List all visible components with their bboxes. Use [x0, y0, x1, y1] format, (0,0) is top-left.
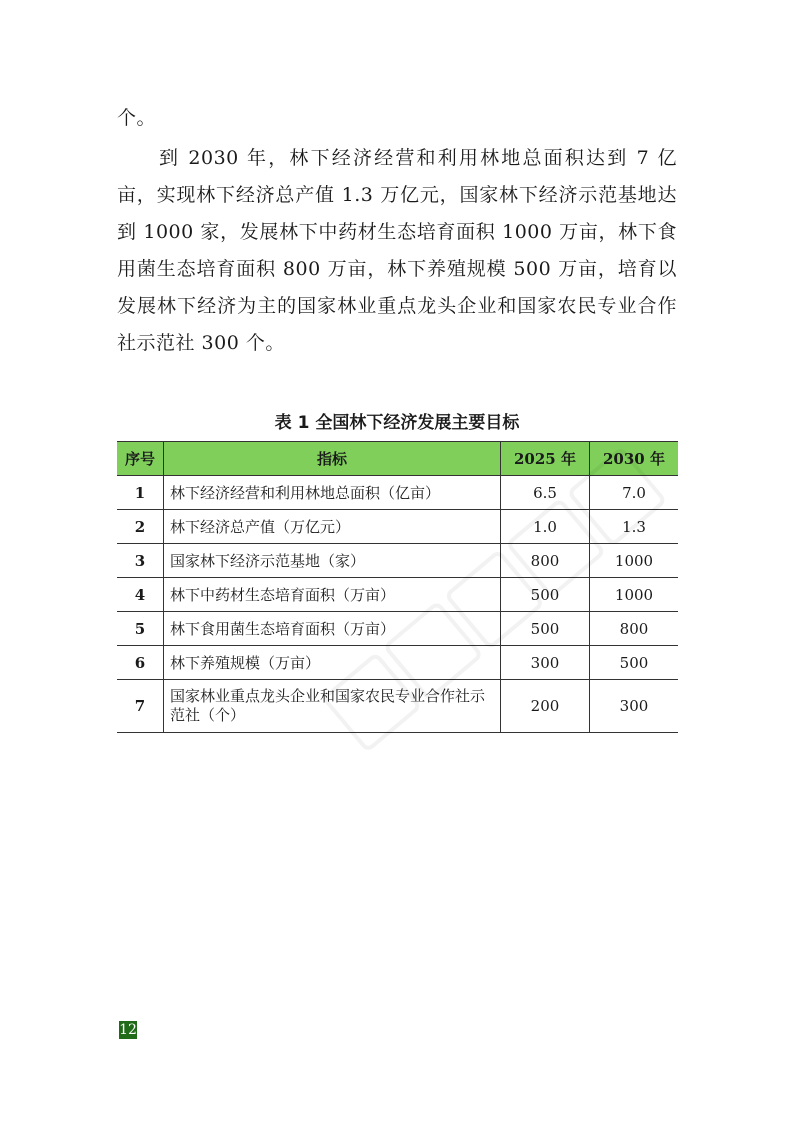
row-indicator: 国家林下经济示范基地（家） [164, 544, 501, 578]
row-indicator: 林下中药材生态培育面积（万亩） [164, 578, 501, 612]
row-indicator: 国家林业重点龙头企业和国家农民专业合作社示范社（个） [164, 680, 501, 733]
header-index: 序号 [117, 442, 164, 476]
row-index: 2 [117, 510, 164, 544]
page-number: 12 [119, 1022, 137, 1038]
row-index: 4 [117, 578, 164, 612]
row-2025-value: 6.5 [501, 476, 590, 510]
row-indicator: 林下食用菌生态培育面积（万亩） [164, 612, 501, 646]
row-2030-value: 1000 [590, 544, 679, 578]
table-row [117, 612, 678, 646]
paragraph-2030-targets: 到 2030 年，林下经济经营和利用林地总面积达到 7 亿亩，实现林下经济总产值 1.3 万亿元，国家林下经济示范基地达到 1000 家，发展林下中药材生态培育面积 1000 万亩，林下食用菌生态培育面积 800 万亩，林下养殖规模 500 万亩，培育以发展林下经济为主的国家林业重点龙头企业和国家农民专业合作社示范社 300 个。 [117, 147, 677, 354]
row-2025-value: 300 [501, 646, 590, 680]
table-row [117, 646, 678, 680]
row-index: 5 [117, 612, 164, 646]
row-2025-value: 500 [501, 612, 590, 646]
header-2025: 2025 年 [501, 442, 590, 476]
paragraph-continuation: 个。 [117, 107, 157, 129]
targets-table [117, 441, 678, 733]
row-2030-value: 1000 [590, 578, 679, 612]
row-2030-value: 7.0 [590, 476, 679, 510]
header-indicator: 指标 [164, 442, 501, 476]
table-row [117, 510, 678, 544]
row-2030-value: 500 [590, 646, 679, 680]
row-indicator: 林下经济经营和利用林地总面积（亿亩） [164, 476, 501, 510]
row-2030-value: 1.3 [590, 510, 679, 544]
table-header-row [117, 442, 678, 476]
row-index: 7 [117, 680, 164, 733]
row-index: 6 [117, 646, 164, 680]
row-indicator: 林下经济总产值（万亿元） [164, 510, 501, 544]
table-row [117, 680, 678, 733]
row-index: 1 [117, 476, 164, 510]
table-caption: 表 1 全国林下经济发展主要目标 [274, 413, 520, 433]
row-2025-value: 1.0 [501, 510, 590, 544]
table-row [117, 578, 678, 612]
row-indicator: 林下养殖规模（万亩） [164, 646, 501, 680]
row-2030-value: 300 [590, 680, 679, 733]
row-index: 3 [117, 544, 164, 578]
table-row [117, 476, 678, 510]
row-2025-value: 500 [501, 578, 590, 612]
table-row [117, 544, 678, 578]
row-2025-value: 200 [501, 680, 590, 733]
row-2025-value: 800 [501, 544, 590, 578]
row-2030-value: 800 [590, 612, 679, 646]
header-2030: 2030 年 [590, 442, 679, 476]
